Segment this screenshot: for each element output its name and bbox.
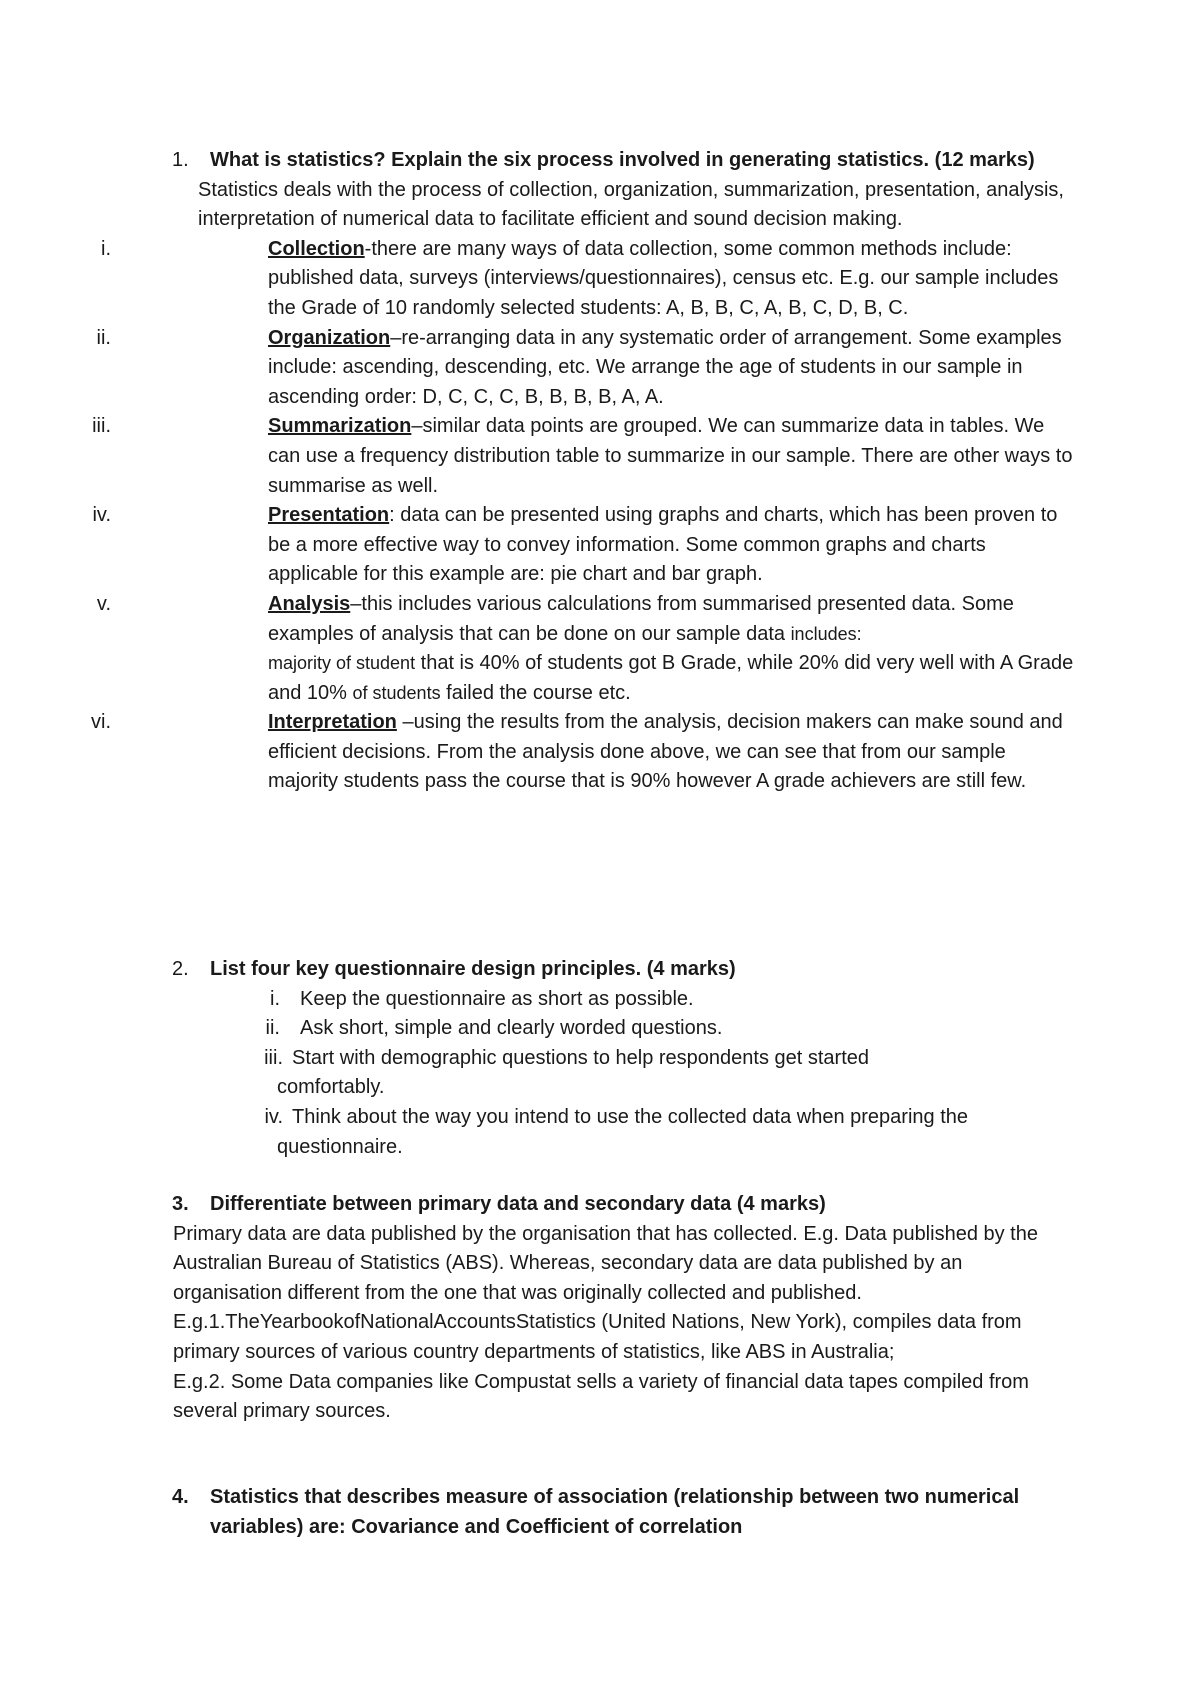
term-summarization: Summarization bbox=[268, 415, 412, 438]
heading-text: What is statistics? Explain the six process involved in generating statistics. (12 marks) bbox=[210, 149, 1035, 171]
item-text: –using the results from the analysis, decision makers can make sound and efficient decisions. From the analysis done above, we can see that from our sample majority students pass the course that is 90% however A grade achievers are still few. bbox=[268, 711, 1063, 793]
question-number: 2. bbox=[172, 958, 189, 980]
item-text: questionnaire. bbox=[277, 1135, 403, 1158]
item-text: : data can be presented using graphs and charts, which has been proven to be a more effective way to convey information. Some common graphs and charts applicable for this example are: pie chart and bar graph. bbox=[268, 504, 1058, 586]
item-text: –similar data points are grouped. We can summarize data in tables. We can use a frequency distribution table to summarize in our sample. There are other ways to summarise as well. bbox=[268, 415, 1073, 497]
list-item-summarization bbox=[0, 412, 1078, 501]
question-4 bbox=[0, 1483, 1200, 1542]
term-organization: Organization bbox=[268, 326, 391, 349]
question-3-example: E.g.2. Some Data companies like Compustat sells a variety of financial data tapes compiled from several primary sources. bbox=[173, 1370, 1029, 1423]
question-number: 1. bbox=[172, 149, 189, 171]
list-numeral: v. bbox=[96, 592, 111, 615]
term-presentation: Presentation bbox=[268, 504, 390, 527]
list-item bbox=[0, 1044, 1082, 1074]
list-item bbox=[0, 1014, 1090, 1044]
item-text: Keep the questionnaire as short as possible. bbox=[300, 987, 694, 1010]
item-text: Start with demographic questions to help respondents get started bbox=[292, 1046, 870, 1069]
item-text: Ask short, simple and clearly worded questions. bbox=[300, 1017, 723, 1040]
item-text: that is 40% of students got B Grade, while 20% did very well with A Grade and 10% bbox=[268, 652, 1074, 704]
list-item-analysis bbox=[0, 590, 1078, 708]
list-numeral: i. bbox=[270, 987, 280, 1010]
list-numeral: ii. bbox=[265, 1017, 280, 1040]
list-item-interpretation bbox=[0, 708, 1078, 797]
item-text: comfortably. bbox=[277, 1076, 385, 1099]
list-numeral: i. bbox=[101, 237, 111, 260]
item-text-small: includes: bbox=[790, 623, 862, 644]
list-item bbox=[0, 985, 1090, 1015]
question-2 bbox=[0, 955, 1200, 1162]
heading-text: Statistics that describes measure of association (relationship between two numerical variables) are: Covariance and Coefficient of correlation bbox=[210, 1486, 1020, 1538]
question-1 bbox=[0, 146, 1200, 797]
question-3-answer: Primary data are data published by the organisation that has collected. E.g. Data published by the Australian Bureau of Statistics (ABS). Whereas, secondary data are data published by an organisation different from the one that was originally collected and published. E.g.1.TheYearbookofNationalAccountsStatistics (United Nations, New York), compiles data from primary sources of various country departments of statistics, like ABS in Australia; bbox=[173, 1222, 1038, 1363]
list-numeral: iii. bbox=[264, 1046, 283, 1069]
item-text: -there are many ways of data collection, some common methods include: published data, surveys (interviews/questionnaires), census etc. E.g. our sample includes the Grade of 10 randomly selected students: A, B, B, C, A, B, C, D, B, C. bbox=[268, 237, 1059, 319]
list-numeral: ii. bbox=[96, 326, 111, 349]
question-number: 4. bbox=[172, 1486, 189, 1508]
item-text: –re-arranging data in any systematic order of arrangement. Some examples include: ascending, descending, etc. We arrange the age of students in our sample in ascending order: D, C, C, C, B, B, B, B, A, A. bbox=[268, 326, 1062, 408]
question-1-heading bbox=[0, 146, 1080, 176]
list-numeral: iv. bbox=[92, 504, 111, 527]
term-analysis: Analysis bbox=[268, 592, 351, 615]
list-item-collection bbox=[0, 235, 1078, 324]
item-text-small: of students bbox=[352, 682, 441, 703]
question-2-heading bbox=[0, 955, 1080, 985]
question-number: 3. bbox=[172, 1193, 189, 1215]
term-interpretation: Interpretation bbox=[268, 711, 397, 734]
item-text: failed the course etc. bbox=[440, 681, 631, 704]
list-item-organization bbox=[0, 324, 1078, 413]
list-item-continuation bbox=[0, 1133, 1067, 1163]
question-3-heading bbox=[0, 1190, 1080, 1220]
question-1-intro: Statistics deals with the process of collection, organization, summarization, presentation, analysis, interpretation of numerical data to facilitate efficient and sound decision making. bbox=[198, 178, 1064, 231]
list-numeral: iii. bbox=[92, 415, 111, 438]
item-text: –this includes various calculations from summarised presented data. Some examples of analysis that can be done on our sample data bbox=[268, 592, 1014, 645]
question-4-heading bbox=[0, 1483, 1080, 1542]
list-item bbox=[0, 1103, 1082, 1133]
list-numeral: vi. bbox=[91, 711, 111, 734]
list-item-continuation bbox=[0, 1073, 1067, 1103]
item-text-small: majority of student bbox=[268, 653, 416, 674]
item-text: Think about the way you intend to use the collected data when preparing the bbox=[292, 1105, 969, 1128]
question-3 bbox=[0, 1190, 1200, 1427]
list-item-presentation bbox=[0, 501, 1078, 590]
term-collection: Collection bbox=[268, 237, 365, 260]
heading-text: List four key questionnaire design principles. (4 marks) bbox=[210, 958, 736, 980]
heading-text: Differentiate between primary data and secondary data (4 marks) bbox=[210, 1193, 826, 1215]
list-numeral: iv. bbox=[264, 1105, 283, 1128]
